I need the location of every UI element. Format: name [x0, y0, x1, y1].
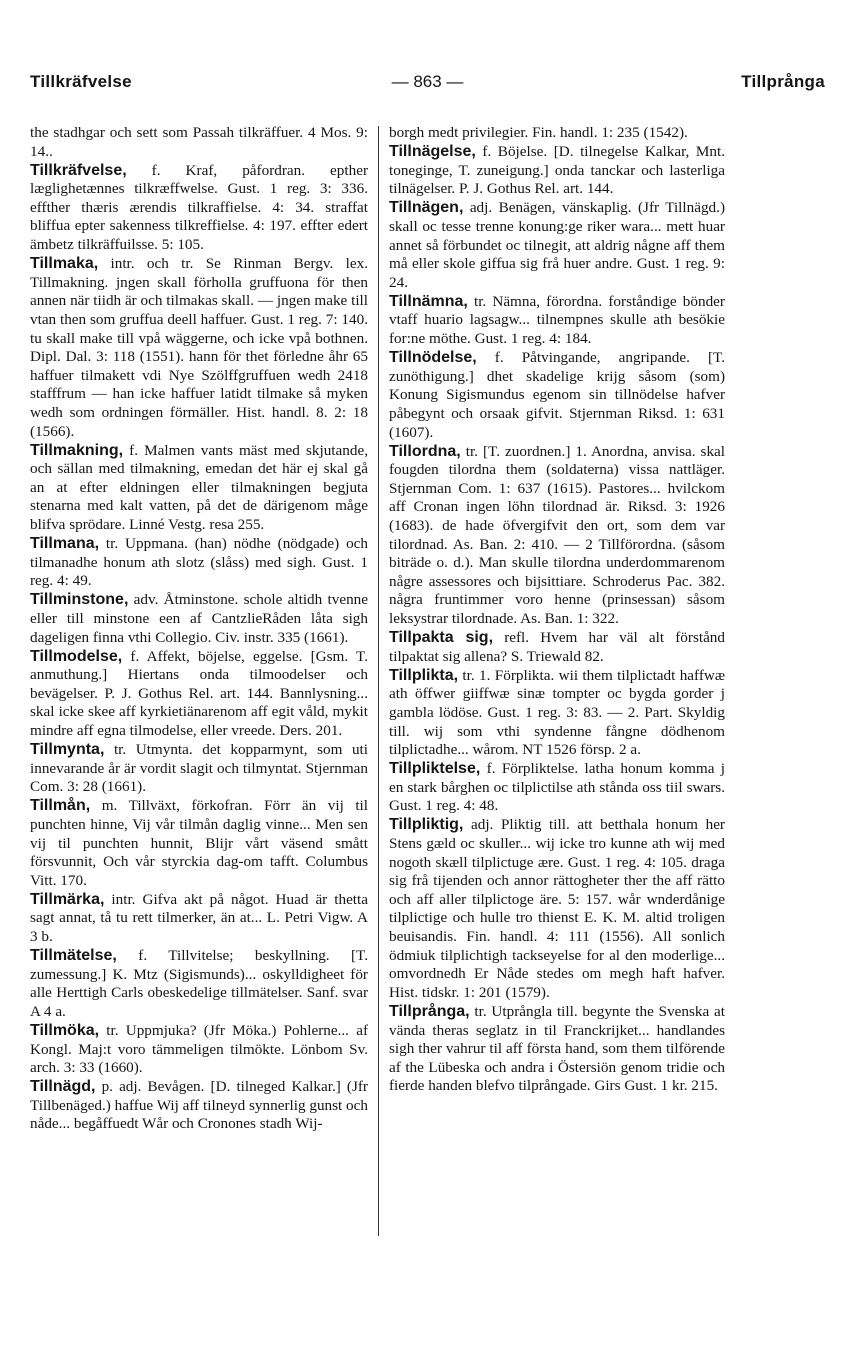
entry-headword: Tillmodelse,	[30, 647, 123, 665]
entry-headword: Tillnägen,	[389, 199, 464, 217]
left-column	[30, 124, 368, 1135]
dictionary-entry	[389, 816, 725, 1002]
dictionary-entry	[30, 891, 368, 947]
entry-text: tr. Uppmana. (han) nödhe (nödgade) och tilmanadhe honum ath slotz (slåss) med sigh. Gust. 1 reg. 4: 49.	[30, 535, 368, 590]
entry-text: tr. [T. zuordnen.] 1. Anordna, anvisa. skal fougden tilordna them (soldaterna) vissa nattläger. Stjernman Com. 1: 637 (1615). Pastores... hvilckom aff Cronan ingen löhn tilordnad är. Riksd. 3: 1926 (1683). de hade öfvergifvit den ort, som dem var tilordnad. As. Ban. 2: 410. — 2 Tillförordna. (såsom biträde o. d.). Man skulle tilordna underdommarenom någre assessores och bijsittiare. Schroderus Pac. 382. några fruntimmer voro henne (prinsessan) såsom leksystrar tilordnade. As. Ban. 1: 322.	[389, 442, 725, 627]
dictionary-entry	[30, 255, 368, 441]
entry-headword: Tillmakning,	[30, 441, 124, 459]
dictionary-entry	[30, 1078, 368, 1134]
dictionary-entry	[30, 124, 368, 161]
dictionary-entry	[30, 797, 368, 890]
entry-headword: Tillmätelse,	[30, 947, 117, 965]
entry-headword: Tillnägd,	[30, 1078, 96, 1096]
entry-headword: Tillkräfvelse,	[30, 161, 127, 179]
entry-text: tr. Uppmjuka? (Jfr Möka.) Pohlerne... af Kongl. Maj:t voro tämmeligen tilmökte. Lönbom Sv. arch. 3: 33 (1660).	[30, 1022, 368, 1077]
dictionary-entry	[389, 199, 725, 292]
entry-headword: Tillminstone,	[30, 591, 129, 609]
entry-text: adj. Benägen, vänskaplig. (Jfr Tillnägd.) skall oc tesse trenne konung:ge riker wara... mett huar annet så förbundet oc tilnegit, att aldrig någne aff them må eller skole giffua sig frå huer andre. Gust. 1 reg. 9: 24.	[389, 199, 725, 291]
entry-text: f. Tillvitelse; beskyllning. [T. zumessung.] K. Mtz (Sigismunds)... oskylldigheet för alle Herttigh Carls obeskedelige tillmätelser. Sanf. svar A 4 a.	[30, 947, 368, 1020]
header-right-guideword: Tillprånga	[741, 72, 825, 91]
entry-text: tr. Utmynta. det kopparmynt, som uti innevarande år är vordit slagit och tilmyntat. Stjernman Com. 3: 28 (1661).	[30, 741, 368, 796]
dictionary-entry	[30, 591, 368, 647]
entry-headword: Tillpliktig,	[389, 816, 464, 834]
entry-headword: Tillprånga,	[389, 1002, 470, 1020]
dictionary-entry	[30, 741, 368, 797]
dictionary-entry	[389, 293, 725, 349]
entry-text: tr. Nämna, förordna. forståndige bönder vtaff huario lagsagw... tilnempnes skulle ath besökie for:ne möthe. Gust. 1 reg. 4: 184.	[389, 292, 725, 348]
dictionary-entry	[389, 349, 725, 442]
entry-text: intr. Gifva akt på något. Huad är thetta sagt annat, tå tu rett tilmerker, än at... L. Petri Vigw. A 3 b.	[30, 890, 368, 946]
page-header	[30, 72, 825, 100]
dictionary-entry	[389, 629, 725, 666]
dictionary-entry	[389, 667, 725, 760]
entry-headword: Tillnämna,	[389, 292, 468, 310]
right-column	[389, 124, 725, 1096]
dictionary-entry	[389, 143, 725, 199]
entry-headword: Tillordna,	[389, 442, 461, 460]
entry-text: tr. Utprångla till. begynte the Svenska at vända theras seglatz in til Franckrijket... handlandes sigh ther vahrur til aff första hand, som them tilförende af the Lübeska och andra i Östersiön genom tridie och fierde handen blefvo tilprångade. Girs Gust. 1 kr. 215.	[389, 1002, 725, 1095]
entry-text: borgh medt privilegier. Fin. handl. 1: 235 (1542).	[389, 124, 688, 141]
entry-text: adj. Pliktig till. att betthala honum her Stens gæld oc skuller... wij icke tro kunne ath wij med nogoth skæll tilplictuge ære. Gust. 1 reg. 4: 105. draga sig frå tijenden och annor rättogheter ther the aff rätto och aff aller tilplictoge äre. 5: 157. wår wnderdånige tilplictige och hulle tro thienst E. K. M. altid troligen beuisandis. Fin. handl. 4: 111 (1556). All sonlich ödmiuk tilplichtigh tackseyelse for al den moderlige... omvordnedh Er Nåde stedes om megh haft hafver. Hist. tidskr. 1: 201 (1579).	[389, 816, 725, 1001]
entry-headword: Tillmynta,	[30, 741, 105, 759]
page-number: — 863 —	[391, 72, 464, 91]
entry-text: p. adj. Bevågen. [D. tilneged Kalkar.] (Jfr Tillbenäged.) haffue Wij aff tilneyd synnerlig gunst och nåde... begåffuedt Wår och Cronones stadh Wij-	[30, 1078, 368, 1133]
entry-headword: Tillplikta,	[389, 666, 459, 684]
entry-text: f. Malmen vants mäst med skjutande, och sällan med tilmakning, emedan det här ej skal gå an at efter eldningen eller tilmakningen begjuta stenarna med kalt vatten, på det de därigenom måge blifva sprödare. Linné Vestg. resa 255.	[30, 441, 368, 533]
dictionary-entry	[389, 760, 725, 816]
entry-text: f. Kraf, påfordran. epther læglighetænnes tilkræffwelse. Gust. 1 reg. 3: 336. effther thæris ærendis tilkraffielse. 4: 34. straffat bliffua epter sakenness tilkreffielse. 4: 197. effter edert ämbetz tilkräffuilsse. 5: 105.	[30, 161, 368, 254]
dictionary-entry	[30, 648, 368, 741]
entry-headword: Tillnägelse,	[389, 143, 476, 161]
entry-text: f. Påtvingande, angripande. [T. zunöthigung.] dhet skadelige krijg såsom (som) Konung Sigismundus egenom sin tillnödelse hafver påbegynt och orsaak gifvit. Stjernman Riksd. 1: 631 (1607).	[389, 349, 725, 441]
dictionary-entry	[30, 1022, 368, 1078]
entry-headword: Tillmån,	[30, 797, 91, 815]
entry-text: f. Förpliktelse. latha honum komma j en stark bårghen oc tilplictilse ath stånda oss tiil swars. Gust. 1 reg. 4: 48.	[389, 760, 725, 815]
entry-headword: Tillmärka,	[30, 890, 105, 908]
entry-text: m. Tillväxt, förkofran. Förr än vij til punchten hinne, Vij vår tilmån daglig vinne... Men sen vij til punchten hunnit, Blijr vårt väsend smått försvunnit, Och vår styrckia dag-om tafft. Columbus Vitt. 170.	[30, 797, 368, 889]
entry-headword: Tillmöka,	[30, 1022, 100, 1039]
dictionary-entry	[389, 443, 725, 629]
entry-text: intr. och tr. Se Rinman Bergv. lex. Tillmakning. jngen skall förholla gruffuona för then annen när tiidh är och tilmakas skall. — jngen make till vtan then som gruffua deell haffuer. Gust. 1 reg. 7: 140. tu skall make till vpå wäggerne, och icke vpå bothnen. Dipl. Dal. 3: 118 (1551). hann för thet förledne åhr 65 haffuer tilmakett vdi Nye Szölffgruffuen wedh 2418 stafffrum — han icke haffuer latidt tilmake så myken wedh som ordningen förmäller. Hist. handl. 8. 2: 18 (1566).	[30, 255, 368, 440]
entry-text: tr. 1. Förplikta. wii them tilplictadt haffwæ ath öffwer giiffwæ sinæ tompter oc bygda gorder j gambla lödöse. Gust. 1 reg. 3: 83. — 2. Part. Skyldig till. wij som vthi syndenne fångne dödhenom tilplictadhe... wårom. NT 1526 försp. 2 a.	[389, 666, 725, 759]
column-divider	[378, 126, 379, 1236]
entry-headword: Tillpakta sig,	[389, 629, 494, 647]
entry-headword: Tillpliktelse,	[389, 760, 481, 778]
entry-text: f. Böjelse. [D. tilnegelse Kalkar, Mnt. toneginge, T. zuneigung.] onda tanckar och lasterliga tilnägelser. P. J. Gothus Rel. art. 144.	[389, 143, 725, 198]
entry-headword: Tillmaka,	[30, 255, 99, 273]
dictionary-entry	[389, 124, 725, 143]
entry-text: adv. Åtminstone. schole altidh tvenne eller till minstone een af CantzlieRåden låta sigh dageligen finna vthi Collegio. Civ. instr. 335 (1661).	[30, 591, 368, 646]
dictionary-entry	[389, 1003, 725, 1096]
entry-headword: Tillnödelse,	[389, 349, 477, 367]
dictionary-entry	[30, 535, 368, 591]
entry-headword: Tillmana,	[30, 535, 100, 553]
entry-text: f. Affekt, böjelse, eggelse. [Gsm. T. anmuthung.] Hiertans onda tilmoodelser och bevägelser. P. J. Gothus Rel. art. 144. Bannlysning... skal icke skee aff kyrkietiänarenom aff egit våld, mykit mindre aff egna tilmodelse, eller vreede. Ders. 201.	[30, 647, 368, 739]
dictionary-entry	[30, 442, 368, 535]
dictionary-entry	[30, 947, 368, 1021]
entry-text: refl. Hvem har väl alt förstånd tilpaktat sig allena? S. Triewald 82.	[389, 629, 725, 665]
dictionary-entry	[30, 162, 368, 255]
header-left-guideword: Tillkräfvelse	[30, 72, 132, 91]
entry-text: the stadhgar och sett som Passah tilkräffuer. 4 Mos. 9: 14..	[30, 124, 368, 160]
